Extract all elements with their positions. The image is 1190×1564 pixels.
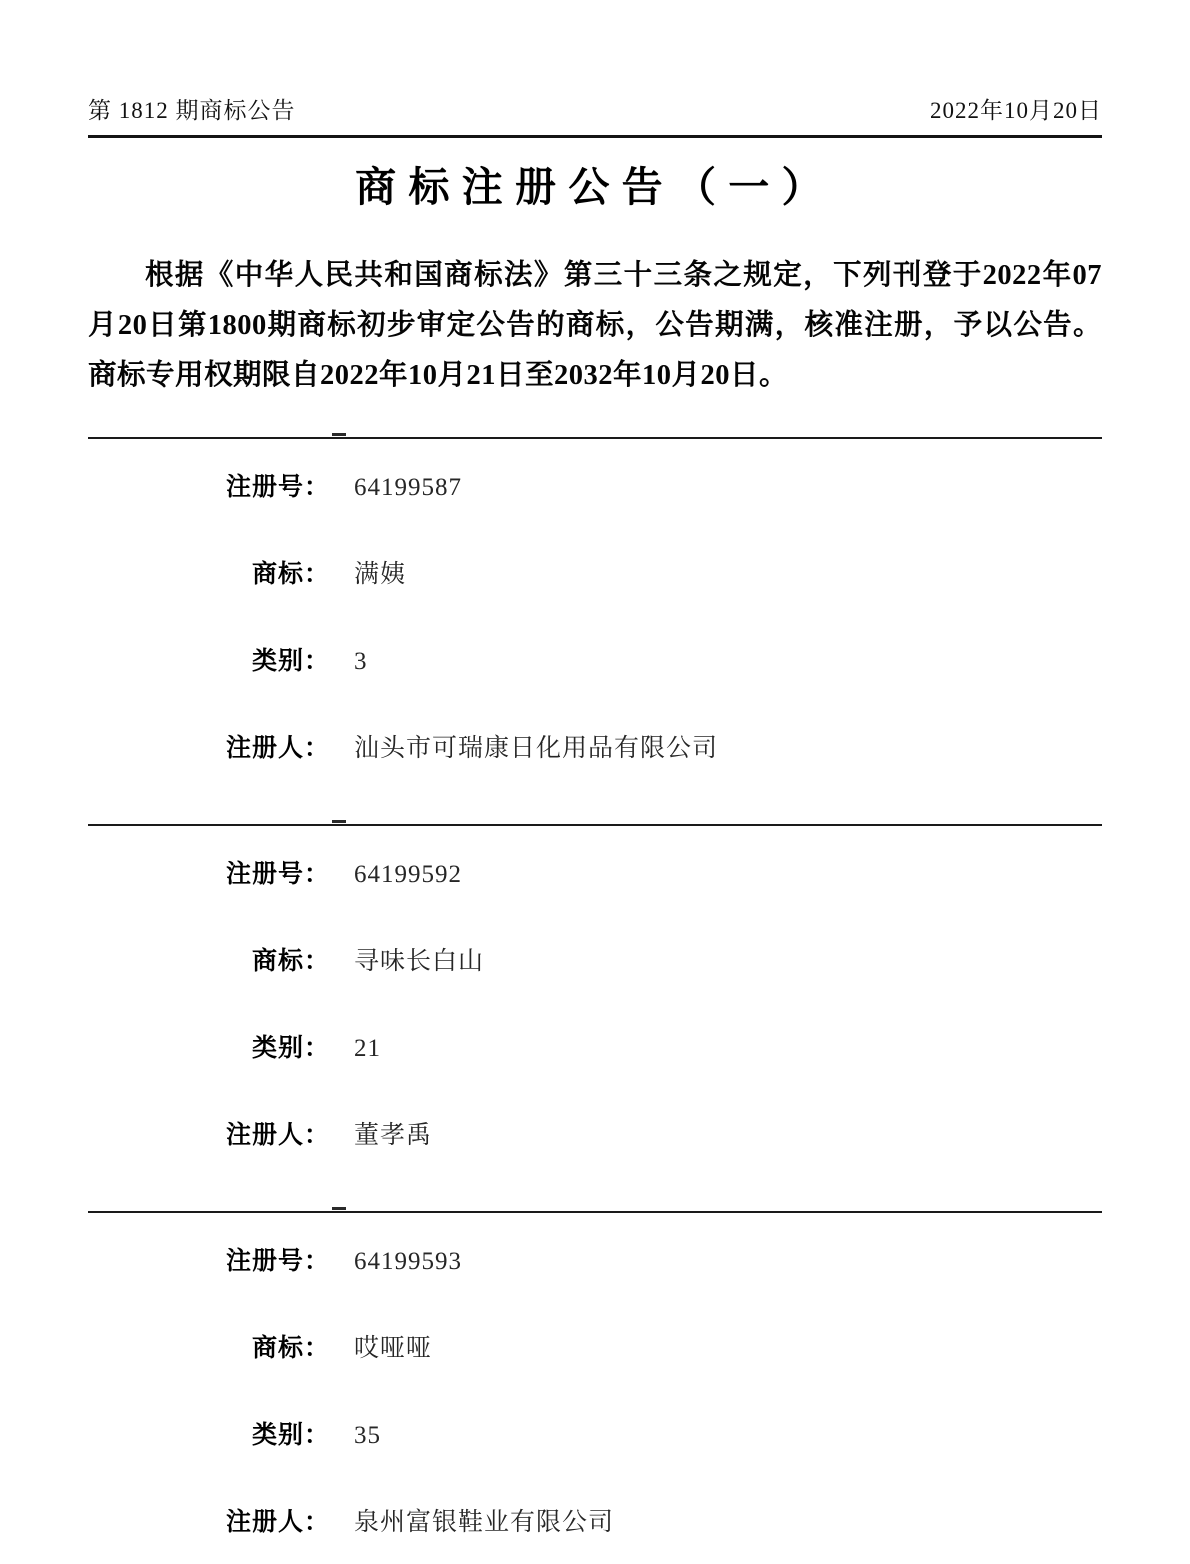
registrant-label: 注册人： bbox=[225, 1508, 330, 1536]
trademark-value: 哎哑哑 bbox=[354, 1335, 433, 1362]
category-label: 类别： bbox=[251, 1421, 330, 1449]
record-3 bbox=[88, 1211, 1102, 1564]
registrant-value: 汕头市可瑞康日化用品有限公司 bbox=[354, 735, 719, 762]
category-row bbox=[88, 641, 1102, 677]
category-row bbox=[88, 1028, 1102, 1064]
registrant-label: 注册人： bbox=[225, 734, 330, 762]
registrant-row bbox=[88, 1502, 1102, 1538]
reg-no-value: 64199592 bbox=[354, 861, 462, 888]
reg-no-value: 64199587 bbox=[354, 474, 462, 501]
reg-no-row bbox=[88, 1241, 1102, 1277]
reg-no-value: 64199593 bbox=[354, 1248, 462, 1275]
intro-paragraph: 根据《中华人民共和国商标法》第三十三条之规定，下列刊登于2022年07月20日第1800期商标初步审定公告的商标，公告期满，核准注册，予以公告。商标专用权期限自2022年10月21日至2032年10月20日。 bbox=[88, 260, 1102, 391]
records-list bbox=[88, 437, 1102, 1564]
page-title: 商标注册公告（一） bbox=[355, 164, 835, 210]
page-header bbox=[88, 0, 1102, 125]
category-row bbox=[88, 1415, 1102, 1451]
reg-no-row bbox=[88, 854, 1102, 890]
header-divider bbox=[88, 135, 1102, 138]
registrant-value: 董孝禹 bbox=[354, 1122, 433, 1149]
trademark-value: 满姨 bbox=[354, 561, 407, 588]
page-content bbox=[88, 0, 1102, 1564]
record-2 bbox=[88, 824, 1102, 1211]
trademark-label: 商标： bbox=[251, 1334, 330, 1362]
trademark-label: 商标： bbox=[251, 947, 330, 975]
category-value: 3 bbox=[354, 648, 368, 675]
trademark-value: 寻味长白山 bbox=[354, 948, 485, 975]
reg-no-label: 注册号： bbox=[225, 860, 330, 888]
issue-number: 第 1812 期商标公告 bbox=[88, 98, 296, 123]
trademark-row bbox=[88, 1328, 1102, 1364]
registrant-label: 注册人： bbox=[225, 1121, 330, 1149]
record-1 bbox=[88, 437, 1102, 824]
reg-no-label: 注册号： bbox=[225, 1247, 330, 1275]
trademark-row bbox=[88, 941, 1102, 977]
registrant-value: 泉州富银鞋业有限公司 bbox=[354, 1509, 615, 1536]
reg-no-row bbox=[88, 467, 1102, 503]
category-value: 21 bbox=[354, 1035, 381, 1062]
registrant-row bbox=[88, 728, 1102, 764]
issue-date: 2022年10月20日 bbox=[930, 98, 1102, 123]
category-label: 类别： bbox=[251, 1034, 330, 1062]
trademark-row bbox=[88, 554, 1102, 590]
trademark-label: 商标： bbox=[251, 560, 330, 588]
reg-no-label: 注册号： bbox=[225, 473, 330, 501]
category-value: 35 bbox=[354, 1422, 381, 1449]
category-label: 类别： bbox=[251, 647, 330, 675]
registrant-row bbox=[88, 1115, 1102, 1151]
